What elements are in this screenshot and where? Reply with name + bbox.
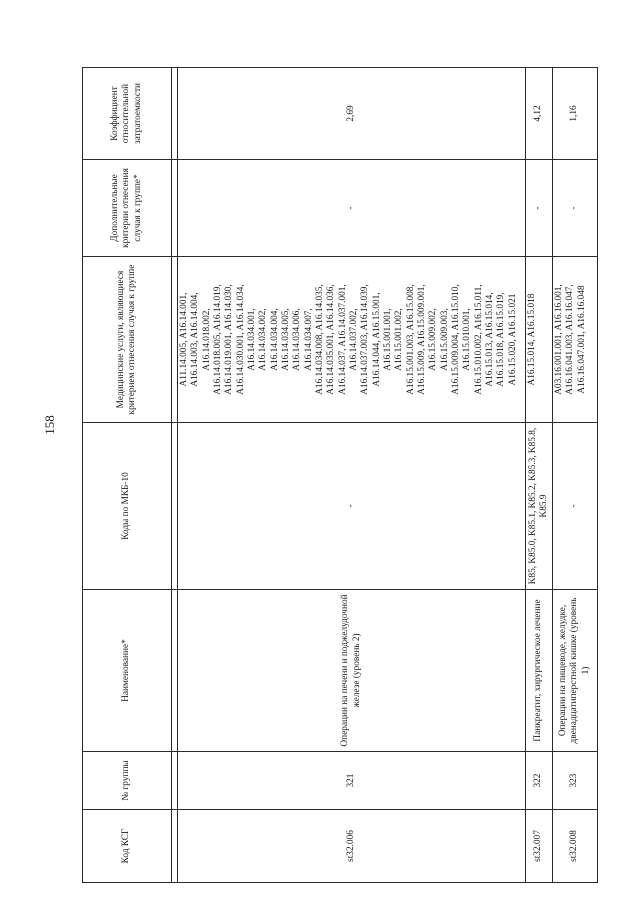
cell-code: st32.006 (178, 810, 526, 883)
cell-mkb: - (553, 423, 598, 590)
table-row (178, 68, 526, 883)
service-code: A16.14.035.001, A16.14.036, (326, 284, 337, 395)
service-code: A16.14.034.001, (246, 308, 257, 371)
service-code: A16.14.034.006, (292, 308, 303, 371)
service-code: A16.15.009.004, A16.15.010, (450, 284, 461, 395)
header-group: № группы (83, 752, 172, 810)
service-code: A16.15.001.003, A16.15.008, (405, 284, 416, 395)
service-code: A16.14.034.008, A16.14.035, (314, 284, 325, 395)
service-code: A16.14.034.004, (269, 308, 280, 371)
service-code: A16.15.014, A16.15.018 (527, 293, 537, 386)
service-code: A16.15.009.002, (428, 308, 439, 371)
service-code: A16.14.034.005, (280, 308, 291, 371)
service-code: A16.14.034.007, (303, 308, 314, 371)
cell-extra: - (526, 160, 553, 257)
cell-group: 323 (553, 752, 598, 810)
service-code: A16.15.020, A16.15.021 (507, 293, 518, 386)
service-code: A16.15.010.001, (462, 308, 473, 371)
cell-coef: 1,16 (553, 68, 598, 160)
service-code: A16.14.030.001, A16.14.034, (235, 284, 246, 395)
table-row (526, 68, 553, 883)
service-code: A16.14.037, A16.14.037.001, (337, 284, 348, 395)
service-code: A16.15.018, A16.15.019, (496, 292, 507, 387)
service-code: A16.16.041.003, A16.16.047, (565, 284, 576, 395)
cell-extra: - (553, 160, 598, 257)
service-code: A16.15.009, A16.15.009.001, (416, 284, 427, 395)
cell-name: Операции на пищеводе, желудке, двенадцатиперстной кишке (уровень 1) (553, 590, 598, 752)
service-code: A16.14.003, A16.14.004, (190, 292, 201, 387)
header-row (83, 68, 172, 883)
cell-coef: 2,69 (178, 68, 526, 160)
cell-name: Операции на печени и поджелудочной железе (уровень 2) (178, 590, 526, 752)
cell-group: 321 (178, 752, 526, 810)
cell-extra: - (178, 160, 526, 257)
service-code: A16.14.044, A16.15.001, (371, 292, 382, 387)
cell-code: st32.008 (553, 810, 598, 883)
cell-mkb: K85, K85.0, K85.1, K85.2, K85.3, K85.8, K85.9 (526, 423, 553, 590)
service-code: A16.14.037.002, (348, 308, 359, 371)
service-code: A16.14.018.002, (201, 308, 212, 371)
service-code: A16.14.034.002, (258, 308, 269, 371)
header-extra: Дополнительные критерии отнесения случая к группе* (83, 160, 172, 257)
service-code: A16.16.047.001, A16.16.048 (576, 285, 587, 394)
service-code: A16.15.009.003, (439, 308, 450, 371)
cell-services (178, 257, 526, 423)
rotated-page (82, 68, 591, 883)
cell-services (526, 257, 553, 423)
service-code: A16.15.013, A16.15.014, (484, 292, 495, 387)
header-mkb: Коды по МКБ-10 (83, 423, 172, 590)
cell-mkb: - (178, 423, 526, 590)
ksg-table (82, 67, 598, 883)
cell-coef: 4,12 (526, 68, 553, 160)
header-name: Наименование* (83, 590, 172, 752)
service-code: A16.14.019.001, A16.14.030, (224, 284, 235, 395)
cell-group: 322 (526, 752, 553, 810)
cell-services (553, 257, 598, 423)
service-code: A16.14.018.005, A16.14.019, (212, 284, 223, 395)
header-code: Код КСГ (83, 810, 172, 883)
page-number-text: 158 (42, 415, 57, 435)
cell-name: Панкреатит, хирургическое лечение (526, 590, 553, 752)
service-code: A11.14.005, A16.14.001, (179, 292, 189, 387)
service-code: A16.15.001.002, (394, 308, 405, 371)
cell-code: st32.007 (526, 810, 553, 883)
service-code: A16.15.010.002, A16.15.011, (473, 284, 484, 395)
header-services: Медицинские услуги, являющиеся критерием отнесения случая к группе (83, 257, 172, 423)
header-coef: Коэффициент относительной затратоемкости (83, 68, 172, 160)
service-code: A16.14.037.003, A16.14.039, (360, 284, 371, 395)
service-code: A03.16.001.001, A16.16.001, (554, 284, 564, 395)
service-code: A16.15.001.001, (382, 308, 393, 371)
table-row (553, 68, 598, 883)
